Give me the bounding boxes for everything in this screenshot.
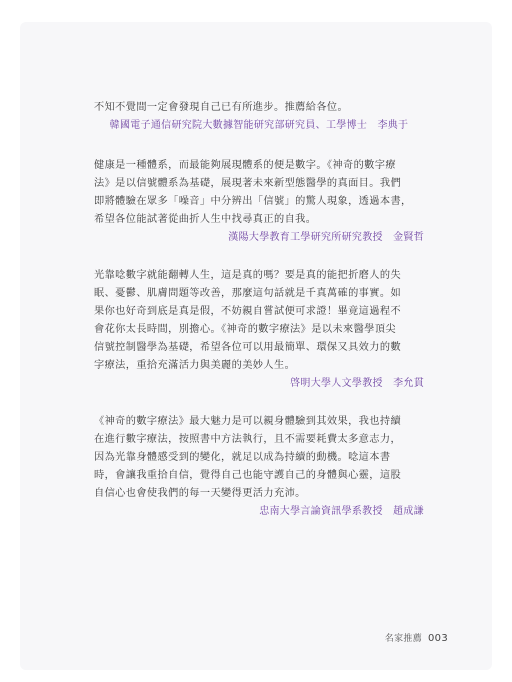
section-label: 名家推薦 <box>384 634 422 644</box>
recommendation-paragraph <box>94 157 424 229</box>
paragraph-line: 果你也好奇到底是真是假，不妨親自嘗試便可求證！畢竟這過程不 <box>94 306 402 317</box>
paragraph-line: 希望各位能試著從曲折人生中找尋真正的自我。 <box>94 214 317 225</box>
paragraph-line: 不知不覺間一定會發現自己已有所進步。推薦給各位。 <box>94 102 349 113</box>
paragraph-line: 法》是以信號體系為基礎，展現著未來新型態醫學的真面目。我們 <box>94 178 402 189</box>
recommender-signature: 忠南大學言論資訊學系教授 趙成謙 <box>259 506 424 517</box>
paragraph-line: 眠、憂鬱、肌膚問題等改善，那麼這句話就是千真萬確的事實。如 <box>94 288 402 299</box>
paragraph-line: 時，會讓我重拾自信，覺得自己也能守護自己的身體與心靈，這股 <box>94 470 402 481</box>
page-number: 003 <box>428 633 448 644</box>
paragraph-line: 自信心也會使我們的每一天變得更活力充沛。 <box>94 488 306 499</box>
paragraph-line: 光靠唸數字就能翻轉人生，這是真的嗎？要是真的能把折磨人的失 <box>94 270 402 281</box>
recommendation-paragraph <box>94 267 424 375</box>
paragraph-line: 信號控制醫學為基礎，希望各位可以用最簡單、環保又具效力的數 <box>94 342 402 353</box>
paragraph-line: 即將體驗在眾多「噪音」中分辨出「信號」的驚人現象，透過本書， <box>94 196 412 207</box>
paragraph-line: 在進行數字療法，按照書中方法執行，且不需要耗費太多意志力， <box>94 434 402 445</box>
recommender-signature: 啓明大學人文學教授 李允貫 <box>290 378 424 389</box>
recommendation-paragraph <box>94 413 424 503</box>
book-page <box>20 22 492 670</box>
recommendation-paragraph <box>94 99 424 117</box>
paragraph-line: 健康是一種體系，而最能夠展現體系的便是數字。《神奇的數字療 <box>94 160 396 171</box>
paragraph-line: 《神奇的數字療法》最大魅力是可以親身體驗到其效果，我也持續 <box>94 416 402 427</box>
paragraph-line: 因為光靠身體感受到的變化，就足以成為持續的動機。唸這本書 <box>94 452 391 463</box>
paragraph-line: 字療法，重拾充滿活力與美麗的美妙人生。 <box>94 360 296 371</box>
recommender-signature: 韓國電子通信研究院大數據智能研究部研究員、工學博士 李典于 <box>109 120 409 131</box>
recommender-signature: 漢陽大學教育工學研究所研究教授 金賢哲 <box>228 232 424 243</box>
page-content <box>94 99 424 521</box>
page-footer <box>385 631 448 644</box>
paragraph-line: 會花你太長時間，別擔心。《神奇的數字療法》是以未來醫學頂尖 <box>94 324 396 335</box>
